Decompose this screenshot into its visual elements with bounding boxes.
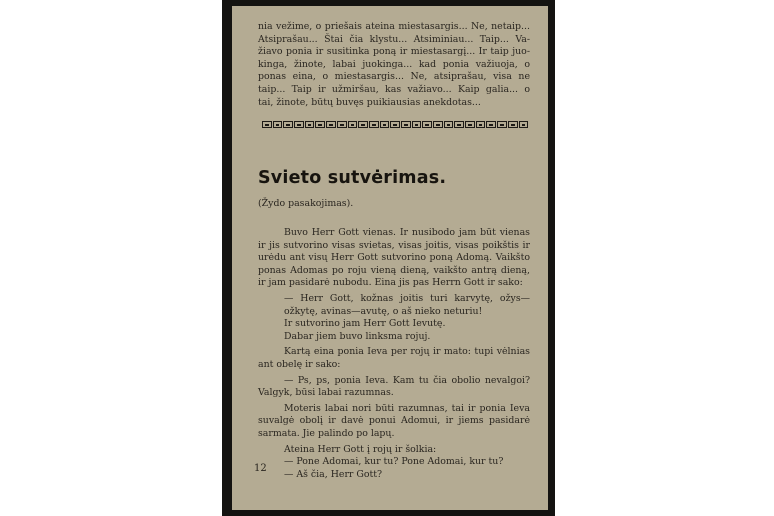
ornament-square — [348, 121, 358, 128]
ornament-square — [369, 121, 379, 128]
story-title: Svieto sutvėrimas. — [258, 168, 447, 188]
dialogue-line: — Aš čia, Herr Gott? — [284, 468, 383, 480]
paragraph: Buvo Herr Gott vienas. Ir nusibodo jam būt vienas ir jis sutvorino visas svietas, visas joitis, visas poikštis ir urėdu ant visų Herr Gott sutvorino poną Adomą. Vaikšto ponas Adomas po roju vieną dieną, vaikšto antrą dieną, ir jam pasidarė nubodu. Eina jis pas Herrn Gott ir sako: — [258, 227, 530, 289]
text-line: Atsiprašau... Štai čia klystu... Atsiminiau... Taip... Va- — [258, 33, 530, 45]
page-number: 12 — [254, 463, 267, 474]
paragraph: Moteris labai nori būti razumnas, tai ir ponia Ieva suvalgė obolį ir davė ponui Adomui, ir jiems pasidarė sarmata. Jie palindo po lapų. — [258, 402, 530, 439]
ornament-square — [476, 121, 486, 128]
ornament-square — [273, 121, 283, 128]
ornament-square — [337, 121, 347, 128]
ornament-square — [262, 121, 272, 128]
ornament-square — [358, 121, 368, 128]
ornament-square — [326, 121, 336, 128]
story-subtitle: (Žydo pasakojimas). — [258, 198, 354, 209]
ornament-square — [315, 121, 325, 128]
ornament-square — [444, 121, 454, 128]
ornament-square — [305, 121, 315, 128]
decorative-divider — [262, 121, 528, 130]
ornament-square — [401, 121, 411, 128]
ornament-square — [433, 121, 443, 128]
dialogue-line: — Pone Adomai, kur tu? Pone Adomai, kur tu? — [284, 456, 504, 468]
paragraph: Kartą eina ponia Ieva per rojų ir mato: tupi vėlnias ant obelę ir sako: — [258, 346, 530, 370]
story-body — [258, 227, 530, 481]
ornament-square — [454, 121, 464, 128]
text-line: ponas eina, o miestasargis... Ne, atsiprašau, visa ne — [258, 71, 530, 83]
ornament-square — [294, 121, 304, 128]
dialogue-line: — Herr Gott, kožnas joitis turi karvytę, ožys— ožkytę, avinas—avutę, o aš nieko neturiu! — [284, 292, 530, 317]
text-line: žiavo ponia ir susitinka poną ir miestasargį... Ir taip juo- — [258, 46, 530, 58]
ornament-square — [508, 121, 518, 128]
book-page — [232, 6, 548, 510]
dialogue-line: — Ps, ps, ponia Ieva. Kam tu čia obolio nevalgoi? Valgyk, būsi labai razumnas. — [258, 374, 530, 399]
ornament-square — [283, 121, 293, 128]
text-line: kinga, žinote, labai juokinga... kad ponia važiuoja, o — [258, 58, 530, 70]
paragraph: Ateina Herr Gott į rojų ir šolkia: — [284, 443, 437, 455]
text-line: nia vežime, o priešais ateina miestasargis... Ne, netaip... — [258, 21, 530, 32]
text-line: taip... Taip ir užmiršau, kas važiavo... Kaip galia... o — [258, 83, 530, 95]
paragraph: Ir sutvorino jam Herr Gott Ievutę. — [284, 318, 446, 330]
ornament-square — [486, 121, 496, 128]
ornament-square — [519, 121, 529, 128]
text-line: tai, žinote, būtų buvęs puikiausias anekdotas... — [258, 96, 481, 108]
ornament-square — [380, 121, 390, 128]
ornament-square — [412, 121, 422, 128]
ornament-square — [497, 121, 507, 128]
paragraph: Dabar jiem buvo linksma rojuj. — [284, 330, 431, 342]
previous-story-ending — [258, 21, 530, 109]
ornament-square — [465, 121, 475, 128]
ornament-square — [390, 121, 400, 128]
ornament-square — [422, 121, 432, 128]
